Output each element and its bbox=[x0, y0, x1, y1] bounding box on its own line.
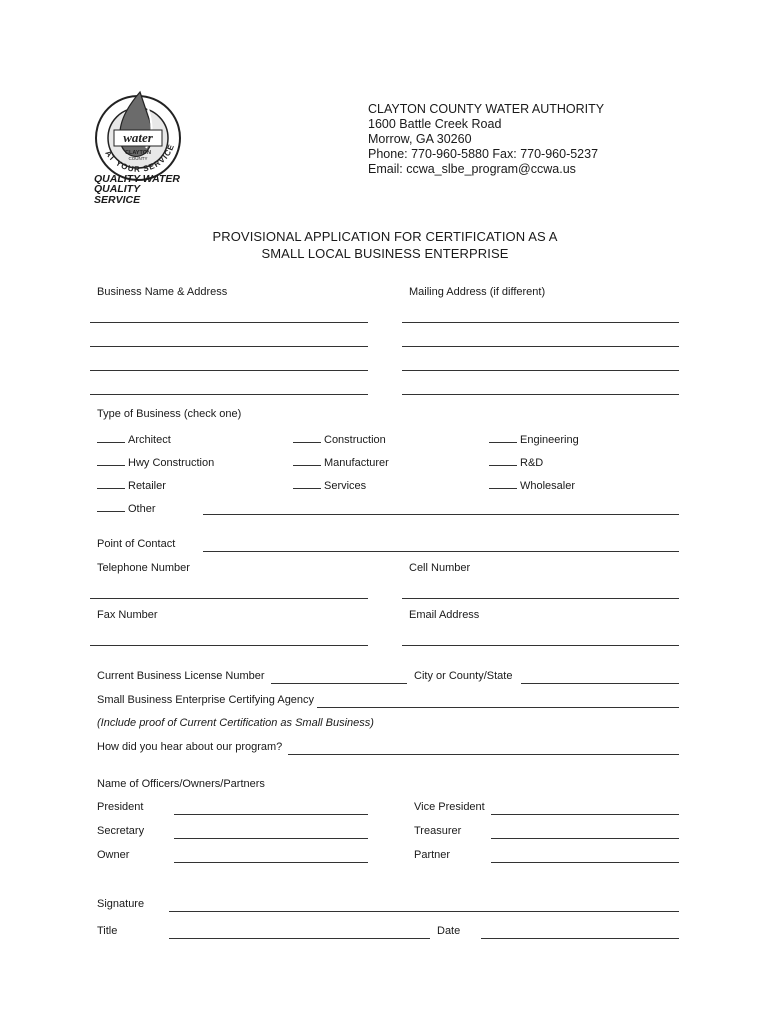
checkbox-blank[interactable] bbox=[489, 478, 517, 489]
vice-president-label: Vice President bbox=[414, 801, 485, 813]
president-label: President bbox=[97, 801, 144, 813]
type-option-wholesaler[interactable]: Wholesaler bbox=[489, 478, 575, 493]
org-phones: Phone: 770-960-5880 Fax: 770-960-5237 bbox=[368, 147, 599, 161]
org-email: Email: ccwa_slbe_program@ccwa.us bbox=[368, 162, 576, 176]
checkbox-blank[interactable] bbox=[293, 478, 321, 489]
secretary-line[interactable] bbox=[174, 838, 368, 839]
checkbox-blank[interactable] bbox=[97, 455, 125, 466]
telephone-label: Telephone Number bbox=[97, 562, 190, 574]
hear-about-line[interactable] bbox=[288, 754, 679, 755]
type-option-construction[interactable]: Construction bbox=[293, 432, 386, 447]
org-city: Morrow, GA 30260 bbox=[368, 132, 472, 146]
fax-line[interactable] bbox=[90, 645, 368, 646]
type-option-manufacturer[interactable]: Manufacturer bbox=[293, 455, 389, 470]
treasurer-line[interactable] bbox=[491, 838, 679, 839]
business-address-line-1[interactable] bbox=[90, 322, 368, 323]
logo bbox=[88, 88, 188, 206]
signature-line[interactable] bbox=[169, 911, 679, 912]
svg-text:COUNTY: COUNTY bbox=[128, 156, 148, 161]
officers-label: Name of Officers/Owners/Partners bbox=[97, 778, 265, 790]
type-option-other[interactable]: Other bbox=[97, 501, 156, 516]
mailing-address-line-4[interactable] bbox=[402, 394, 679, 395]
fax-label: Fax Number bbox=[97, 609, 158, 621]
city-county-label: City or County/State bbox=[414, 670, 513, 682]
owner-line[interactable] bbox=[174, 862, 368, 863]
org-name: CLAYTON COUNTY WATER AUTHORITY bbox=[368, 102, 605, 116]
mailing-address-line-1[interactable] bbox=[402, 322, 679, 323]
owner-label: Owner bbox=[97, 849, 130, 861]
partner-label: Partner bbox=[414, 849, 451, 861]
treasurer-label: Treasurer bbox=[414, 825, 462, 837]
svg-text:water: water bbox=[123, 130, 153, 145]
checkbox-blank[interactable] bbox=[97, 432, 125, 443]
email-label: Email Address bbox=[409, 609, 480, 621]
date-line[interactable] bbox=[481, 938, 679, 939]
hear-about-label: How did you hear about our program? bbox=[97, 741, 283, 753]
telephone-line[interactable] bbox=[90, 598, 368, 599]
city-county-line[interactable] bbox=[521, 683, 679, 684]
president-line[interactable] bbox=[174, 814, 368, 815]
cell-label: Cell Number bbox=[409, 562, 471, 574]
org-street: 1600 Battle Creek Road bbox=[368, 117, 502, 131]
mailing-address-label: Mailing Address (if different) bbox=[409, 286, 546, 298]
type-option-rd[interactable]: R&D bbox=[489, 455, 543, 470]
logo-tagline-1: QUALITY WATER bbox=[94, 173, 180, 185]
checkbox-blank[interactable] bbox=[489, 455, 517, 466]
org-address-block bbox=[368, 102, 604, 177]
business-name-label: Business Name & Address bbox=[97, 286, 228, 298]
license-line[interactable] bbox=[271, 683, 407, 684]
business-address-line-2[interactable] bbox=[90, 346, 368, 347]
form-title-line2: SMALL LOCAL BUSINESS ENTERPRISE bbox=[261, 246, 509, 261]
business-address-line-3[interactable] bbox=[90, 370, 368, 371]
agency-line[interactable] bbox=[317, 707, 679, 708]
title-label: Title bbox=[97, 925, 118, 937]
license-label: Current Business License Number bbox=[97, 670, 265, 682]
mailing-address-line-3[interactable] bbox=[402, 370, 679, 371]
checkbox-blank[interactable] bbox=[97, 501, 125, 512]
partner-line[interactable] bbox=[491, 862, 679, 863]
title-line[interactable] bbox=[169, 938, 430, 939]
svg-text:AT YOUR SERVICE: AT YOUR SERVICE bbox=[103, 142, 177, 174]
point-of-contact-label: Point of Contact bbox=[97, 538, 176, 550]
signature-label: Signature bbox=[97, 898, 145, 910]
type-option-engineering[interactable]: Engineering bbox=[489, 432, 579, 447]
email-line[interactable] bbox=[402, 645, 679, 646]
type-option-hwy-construction[interactable]: Hwy Construction bbox=[97, 455, 214, 470]
other-specify-line[interactable] bbox=[203, 514, 679, 515]
type-of-business-label: Type of Business (check one) bbox=[97, 408, 242, 420]
logo-tagline-2: QUALITY SERVICE bbox=[94, 183, 141, 206]
mailing-address-line-2[interactable] bbox=[402, 346, 679, 347]
type-option-architect[interactable]: Architect bbox=[97, 432, 171, 447]
point-of-contact-line[interactable] bbox=[203, 551, 679, 552]
vice-president-line[interactable] bbox=[491, 814, 679, 815]
svg-text:CLAYTON: CLAYTON bbox=[125, 150, 151, 156]
agency-label: Small Business Enterprise Certifying Agency bbox=[97, 694, 315, 706]
business-address-line-4[interactable] bbox=[90, 394, 368, 395]
cell-line[interactable] bbox=[402, 598, 679, 599]
form-title-line1: PROVISIONAL APPLICATION FOR CERTIFICATION AS A bbox=[212, 229, 558, 244]
water-drop-logo-icon bbox=[88, 88, 188, 184]
checkbox-blank[interactable] bbox=[293, 455, 321, 466]
checkbox-blank[interactable] bbox=[489, 432, 517, 443]
type-option-retailer[interactable]: Retailer bbox=[97, 478, 166, 493]
form-title bbox=[0, 228, 770, 262]
proof-note: (Include proof of Current Certification as Small Business) bbox=[97, 717, 374, 729]
secretary-label: Secretary bbox=[97, 825, 145, 837]
date-label: Date bbox=[437, 925, 461, 937]
checkbox-blank[interactable] bbox=[293, 432, 321, 443]
checkbox-blank[interactable] bbox=[97, 478, 125, 489]
type-option-services[interactable]: Services bbox=[293, 478, 366, 493]
